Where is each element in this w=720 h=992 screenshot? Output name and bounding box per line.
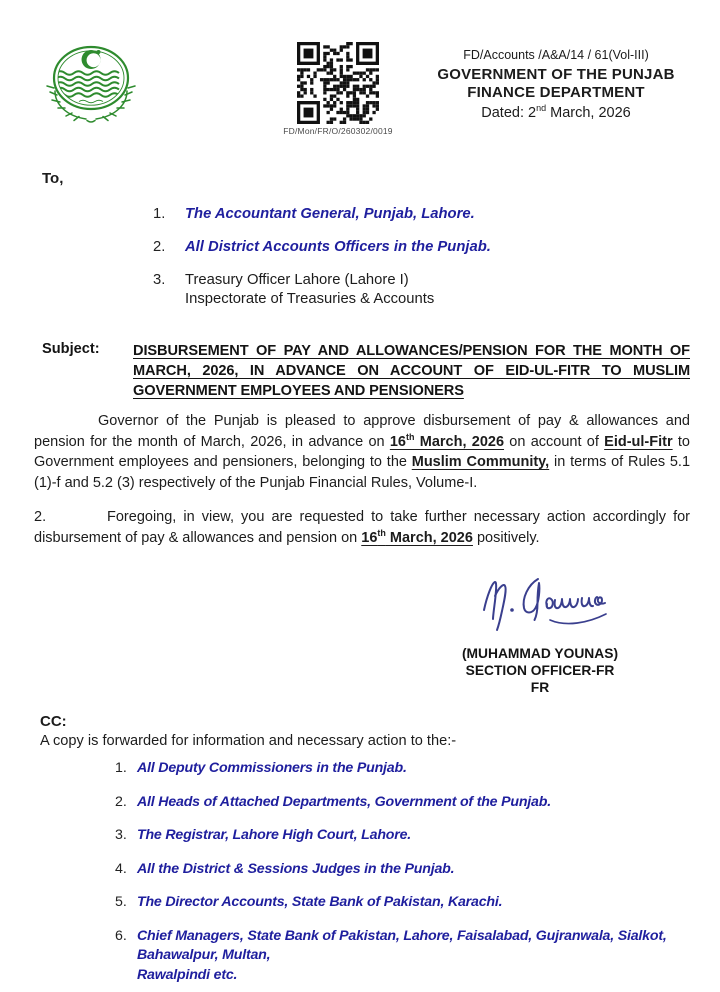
cc-item-text: The Registrar, Lahore High Court, Lahore. [137,827,412,843]
handwritten-signature [454,570,626,632]
cc-item [115,793,690,813]
signatory-details [432,645,648,696]
body-text: Foregoing, in view, you are requested to take further necessary action accordingly for disbursement of pay & allowances and pension on [34,509,690,546]
body-text: March, 2026 [385,529,473,546]
salutation: To, [42,170,64,187]
cc-item-number: 1. [115,760,127,776]
cc-item-number: 2. [115,793,127,810]
cc-item-text: The Director Accounts, State Bank of Pakistan, Karachi. [137,894,503,910]
signatory-dept: FR [530,680,550,695]
cc-item [115,826,690,846]
body-text: 16 [361,529,378,546]
cc-intro: A copy is forwarded for information and necessary action to the:- [40,733,457,749]
addressee-item [153,238,690,257]
cc-item-number: 3. [115,827,127,843]
body-text: 16 [389,433,406,450]
body-text: in terms of Rules 5.1 (1)-f and 5.2 (3) respectively of the Punjab Financial Rules, Volume-I. [34,454,691,491]
cc-item-text: Chief Managers, State Bank of Pakistan, Lahore, Faisalabad, Gujranwala, Sialkot, [137,927,667,944]
cc-item-number: 6. [115,927,127,944]
letterhead [34,42,690,148]
body-text: Governor of the Punjab is pleased to approve disbursement of pay & allowances and pension for the month of March, 2026, in advance on [34,413,690,450]
addressee-line: Inspectorate of Treasuries & Accounts [185,291,435,307]
highlighted-date [389,431,505,450]
star-icon [97,50,101,54]
body-text: to Government employees and pensioners, belonging to the [34,433,690,470]
qr-reference-number: FD/Mon/FR/O/260302/0019 [283,126,393,136]
addressee-number: 1. [153,206,166,222]
addressee-text [185,271,434,309]
body-text: positively. [472,529,540,546]
subject-section [34,341,690,401]
date-ordinal: th [377,527,386,538]
wheat-wreath [47,86,135,122]
cc-list [115,759,690,985]
date-suffix: March, 2026 [546,105,631,121]
body-paragraph-2 [34,507,690,548]
qr-block [280,42,396,136]
addressee-number: 3. [153,272,166,288]
body-text: March, 2026 [414,433,505,450]
punjab-government-emblem-logo [34,42,148,128]
addressee-item [153,205,690,224]
cc-item-number: 5. [115,894,127,910]
addressee-number: 2. [153,239,166,255]
cc-item [115,860,690,880]
cc-item-text: All the District & Sessions Judges in the Punjab. [137,860,455,877]
cc-item-text: All Heads of Attached Departments, Government of the Punjab. [137,793,551,810]
cc-item-text: All Deputy Commissioners in the Punjab. [137,760,407,776]
highlighted-term-community: Muslim Community, [411,454,550,470]
addressee-list [153,205,690,309]
dept-name: FINANCE DEPARTMENT [467,83,645,101]
date-line [422,105,690,121]
date-ordinal: th [406,431,415,442]
signature-block [432,570,648,696]
cc-item [115,927,690,986]
addressee-item [153,271,690,309]
cc-item [115,759,690,779]
cc-item-text: Rawalpindi etc. [137,966,238,983]
cc-label: CC: [40,713,67,730]
addressee-line: Treasury Officer Lahore (Lahore I) [185,272,409,288]
highlighted-date [361,527,473,546]
letterhead-text-block [422,42,690,121]
signatory-title: SECTION OFFICER-FR [465,663,615,678]
signatory-name: (MUHAMMAD YOUNAS) [461,646,619,661]
body-text: on account of [504,433,605,450]
date-ordinal: nd [536,103,547,114]
body-paragraph-1 [34,411,690,493]
org-name: GOVERNMENT OF THE PUNJAB [437,66,675,83]
addressee-text: All District Accounts Officers in the Punjab. [185,239,491,255]
cc-item-number: 4. [115,860,127,877]
subject-label: Subject: [42,341,100,357]
highlighted-term-eid: Eid-ul-Fitr [604,433,673,450]
cc-item-text: Bahawalpur, Multan, [137,947,271,963]
paragraph-number: 2. [34,509,47,525]
addressee-text: The Accountant General, Punjab, Lahore. [185,206,475,222]
cc-item [115,893,690,913]
date-prefix: Dated: 2 [481,105,537,121]
reference-number: FD/Accounts /A&A/14 / 61(Vol-III) [463,48,649,62]
qr-code [297,42,379,124]
subject-text: DISBURSEMENT OF PAY AND ALLOWANCES/PENSION FOR THE MONTH OF MARCH, 2026, IN ADVANCE ON ACCOUNT OF EID-UL-FITR TO MUSLIM GOVERNMENT EMPLOYEES AND PENSIONERS [133,343,690,399]
